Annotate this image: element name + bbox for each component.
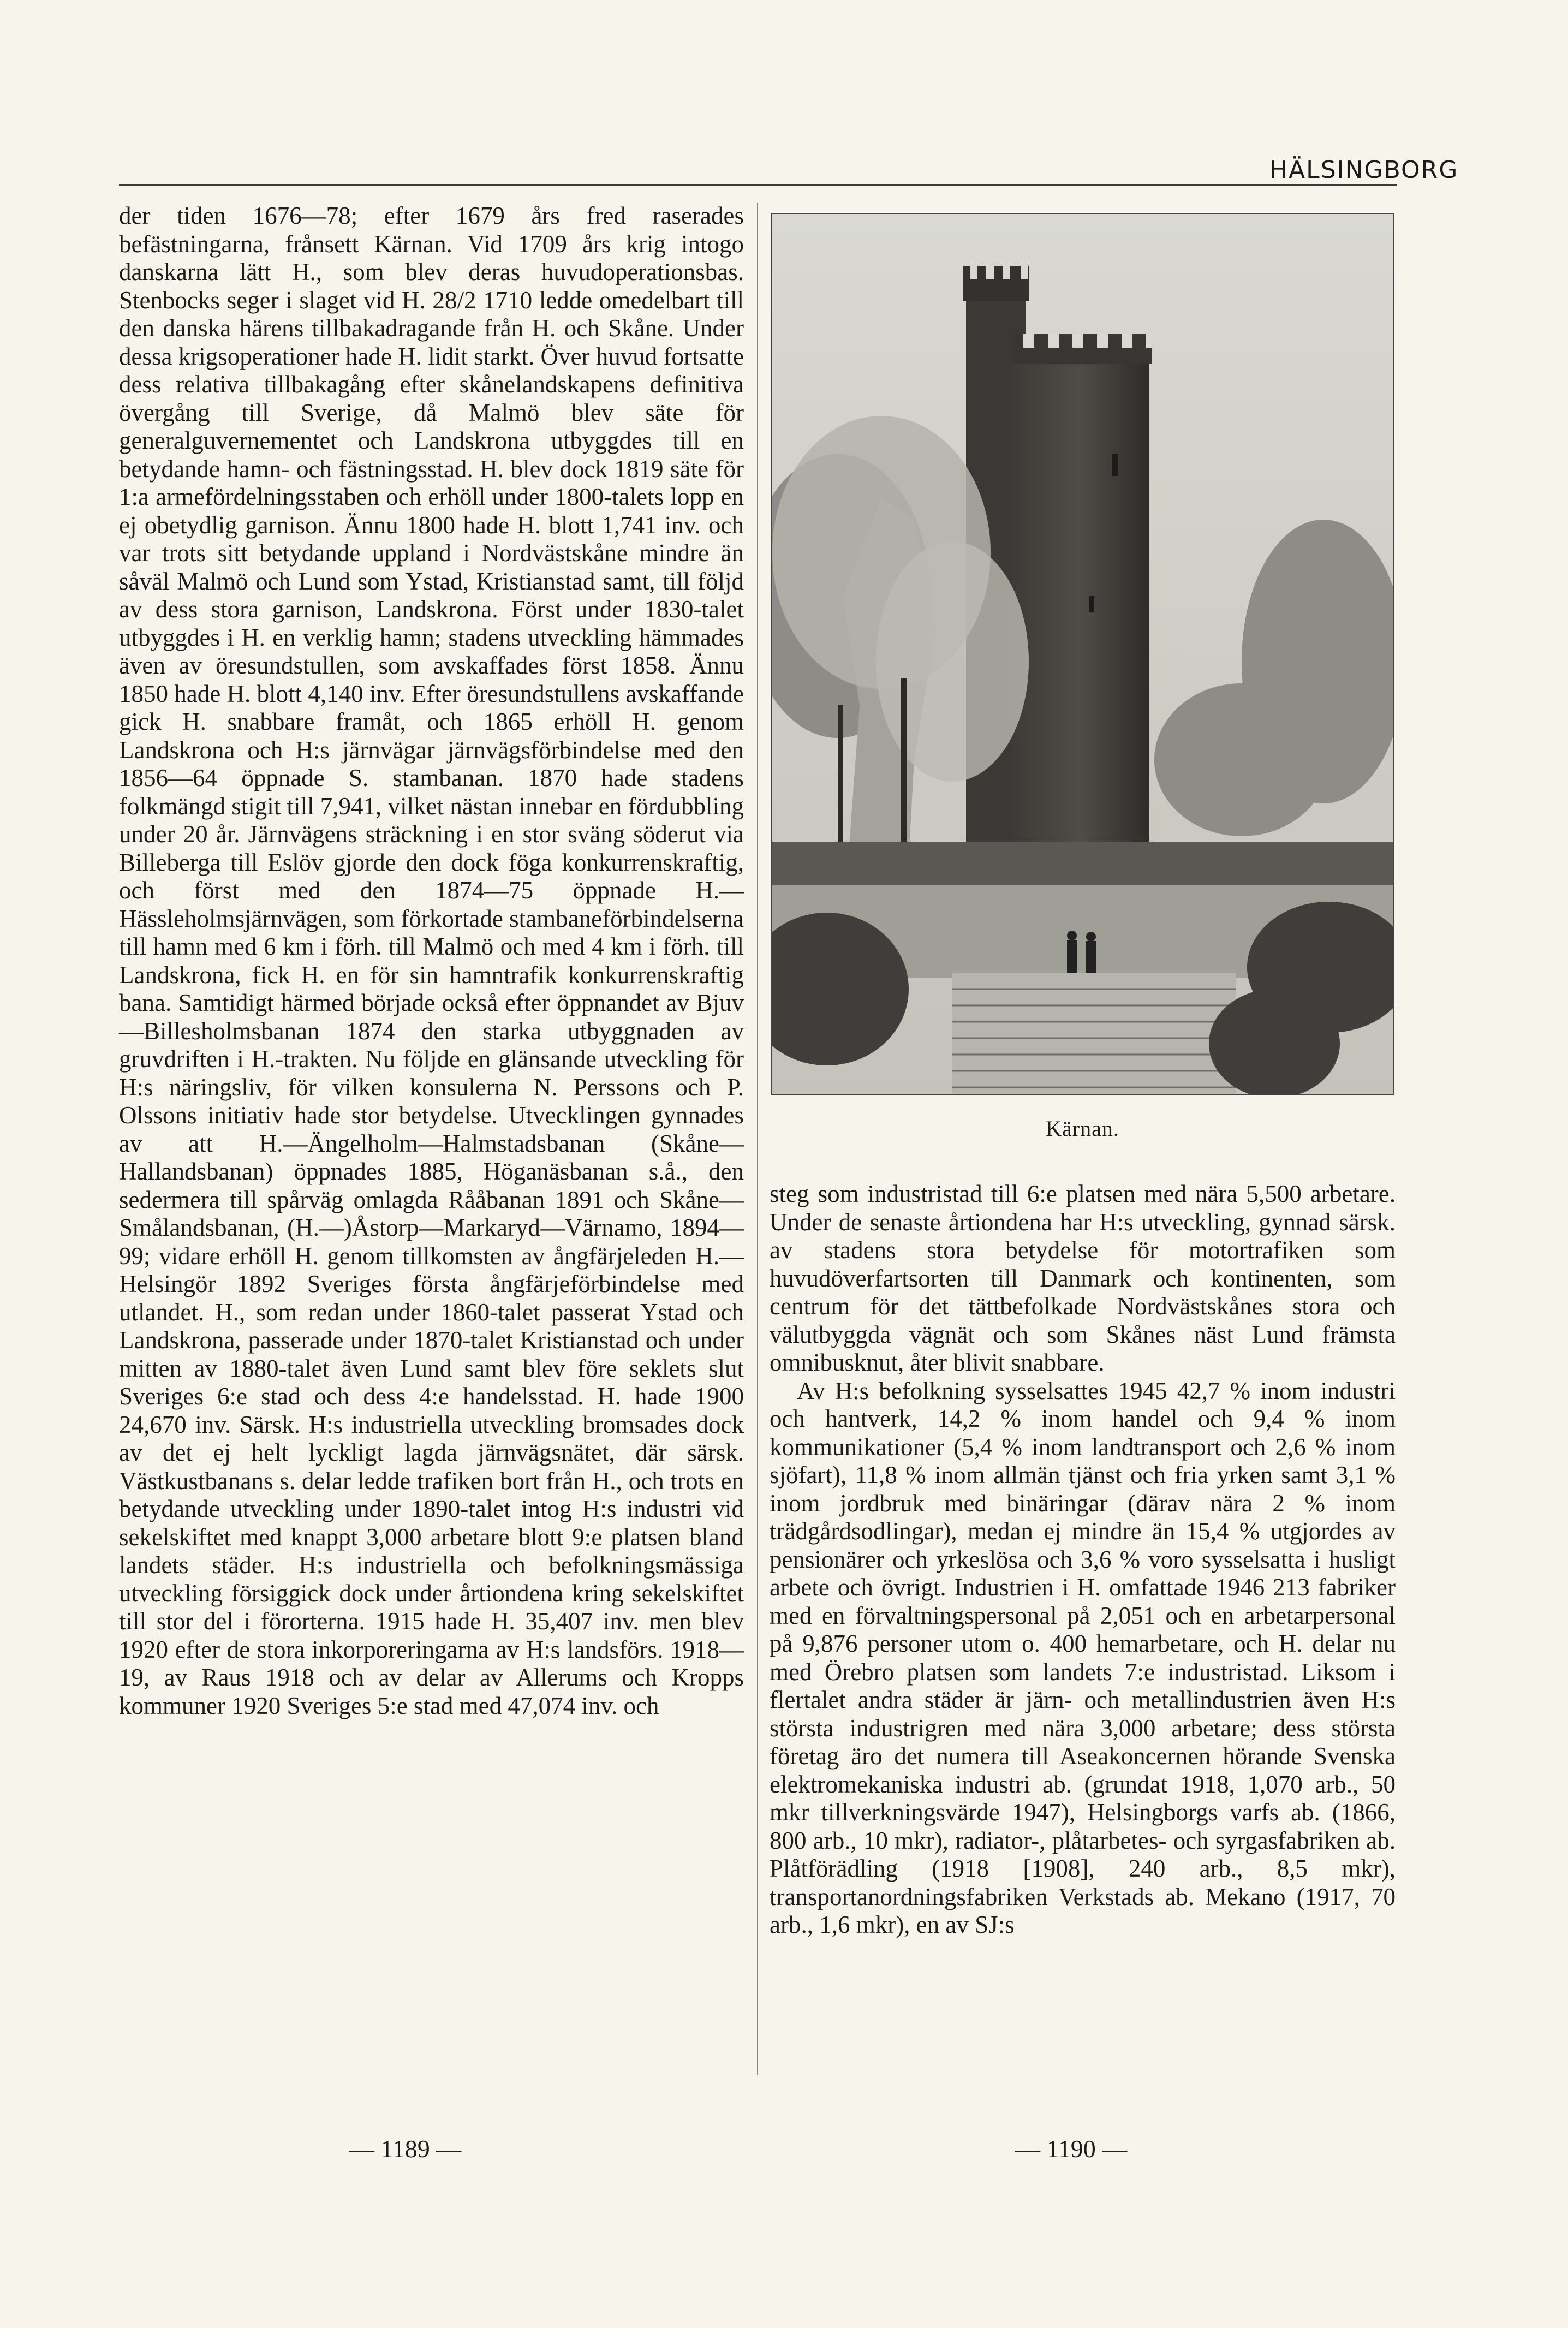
page-number-right: — 1190 — (1015, 2135, 1128, 2163)
right-text-column (770, 1180, 1396, 1939)
stone-wall (772, 842, 1393, 891)
karnan-tower-photo (771, 213, 1394, 1095)
right-paragraph-1: steg som industristad till 6:e platsen med nära 5,500 arbetare. Under de senaste årtiondena har H:s utveckling, gynnad särsk. av stadens stora betydelse för motortrafiken som huvudöverfartsorten till Danmark och kontinenten, som centrum för det tättbefolkade Nordvästskånes stora och välutbyggda vägnät och som Skånes näst Lund främsta omnibusknut, åter blivit snabbare. (770, 1180, 1396, 1376)
page-number-left: — 1189 — (349, 2135, 462, 2163)
stairs (952, 973, 1236, 1094)
running-head: HÄLSINGBORG (1269, 156, 1459, 184)
left-text-column (119, 202, 744, 1720)
column-divider (757, 203, 758, 2075)
header-rule (119, 184, 1397, 186)
photo-caption: Kärnan. (1046, 1116, 1119, 1141)
right-paragraph-2: Av H:s befolkning sysselsattes 1945 42,7 % inom industri och hantverk, 14,2 % inom handel och 9,4 % inom kommunikationer (5,4 % inom landtransport och 2,6 % inom sjöfart), 11,8 % inom allmän tjänst och fria yrken samt 3,1 % inom jordbruk med binäringar (därav nära 2 % inom trädgårdsodlingar), medan ej mindre än 15,4 % utgjordes av pensionärer och yrkeslösa och 3,6 % voro sysselsatta i husligt arbete och övrigt. Industrien i H. omfattade 1946 213 fabriker med en förvaltningspersonal på 2,051 och en arbetarpersonal på 9,876 personer utom o. 400 hemarbetare, och H. delar nu med Örebro platsen som landets 7:e industristad. Liksom i flertalet andra städer är järn- och metallindustrien även H:s största industrigren med nära 3,000 arbetare; dess största företag äro det numera till Aseakoncernen hörande Svenska elektromekaniska industri ab. (grundat 1918, 1,070 arb., 50 mkr tillverkningsvärde 1947), Helsingborgs varfs ab. (1866, 800 arb., 10 mkr), radiator-, plåtarbetes- och syrgasfabriken ab. Plåtförädling (1918 [1908], 240 arb., 8,5 mkr), transportanordningsfabriken Verkstads ab. Mekano (1917, 70 arb., 1,6 mkr), en av SJ:s (770, 1377, 1396, 1938)
left-paragraph-1: der tiden 1676—78; efter 1679 års fred raserades befästningarna, frånsett Kärnan. Vid 1709 års krig intogo danskarna lätt H., som blev deras huvudoperationsbas. Stenbocks seger i slaget vid H. 28/2 1710 ledde omedelbart till den danska härens tillbakadragande från H. och Skåne. Under dessa krigsoperationer hade H. lidit starkt. Över huvud fortsatte dess relativa tillbakagång efter skånelandskapens definitiva övergång till Sverige, då Malmö blev säte för generalguvernementet och Landskrona utbyggdes till en betydande hamn- och fästningsstad. H. blev dock 1819 säte för 1:a armefördelningsstaben och erhöll under 1800-talets lopp en ej obetydlig garnison. Ännu 1800 hade H. blott 1,741 inv. och var trots sitt betydande uppland i Nordvästskåne mindre än såväl Malmö och Lund som Ystad, Kristianstad samt, till följd av dess stora garnison, Landskrona. Först under 1830-talet utbyggdes i H. en verklig hamn; stadens utveckling hämmades även av öresundstullen, som avskaffades först 1858. Ännu 1850 hade H. blott 4,140 inv. Efter öresundstullens avskaffande gick H. snabbare framåt, och 1865 erhöll H. genom Landskrona och H:s järnvägar järnvägsförbindelse med den 1856—64 öppnade S. stambanan. 1870 hade stadens folkmängd stigit till 7,941, vilket nästan innebar en fördubbling under 20 år. Järnvägens sträckning i en stor sväng söderut via Billeberga till Eslöv gjorde den dock föga konkurrenskraftig, och först med den 1874—75 öppnade H.—Hässleholmsjärnvägen, som förkortade stambaneförbindelserna till hamn med 6 km i förh. till Malmö och med 4 km i förh. till Landskrona, fick H. en för sin hamntrafik konkurrenskraftig bana. Samtidigt härmed började också efter öppnandet av Bjuv—Billesholmsbanan 1874 den starka utbyggnaden av gruvdriften i H.-trakten. Nu följde en glänsande utveckling för H:s näringsliv, för vilken konsulerna N. Perssons och P. Olssons initiativ hade stor betydelse. Utvecklingen gynnades av att H.—Ängelholm—Halmstadsbanan (Skåne—Hallandsbanan) öppnades 1885, Höganäsbanan s.å., den sedermera till spårväg omlagda Rååbanan 1891 och Skåne—Smålandsbanan, (H.—)Åstorp—Markaryd—Värnamo, 1894—99; vidare erhöll H. genom tillkomsten av ångfärjeleden H.—Helsingör 1892 Sveriges första ångfärjeförbindelse med utlandet. H., som redan under 1860-talet passerat Ystad och Landskrona, passerade under 1870-talet Kristianstad och under mitten av 1880-talet även Lund samt blev före seklets slut Sveriges 6:e stad och dess 4:e handelsstad. H. hade 1900 24,670 inv. Särsk. H:s industriella utveckling bromsades dock av det ej helt lyckligt lagda järnvägsnätet, där särsk. Västkustbanans s. delar ledde trafiken bort från H., och trots en betydande utveckling under 1890-talet intog H:s industri vid sekelskiftet med knappt 3,000 arbetare blott 9:e platsen bland landets städer. H:s industriella och befolkningsmässiga utveckling försiggick dock under årtiondena kring sekelskiftet till stor del i förorterna. 1915 hade H. 35,407 inv. men blev 1920 efter de stora inkorporeringarna av H:s landsförs. 1918—19, av Raus 1918 och av delar av Allerums och Kropps kommuner 1920 Sveriges 5:e stad med 47,074 inv. och (119, 202, 744, 1719)
